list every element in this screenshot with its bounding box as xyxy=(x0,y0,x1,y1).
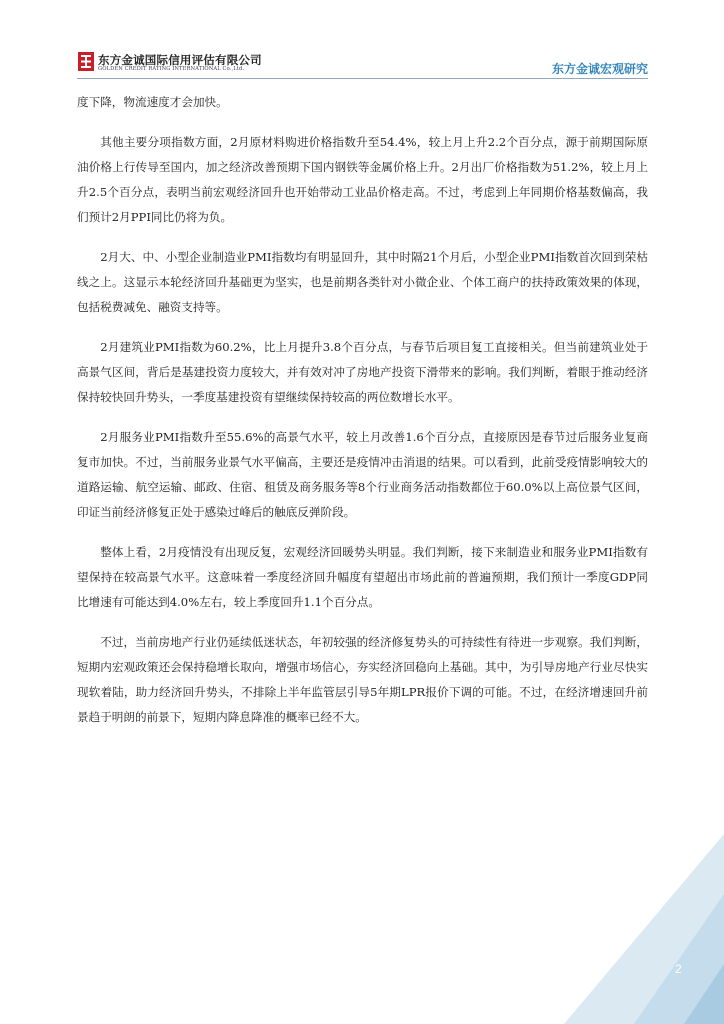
paragraph: 2月服务业PMI指数升至55.6%的高景气水平，较上月改善1.6个百分点，直接原因是春节过后服务业复商复市加快。不过，当前服务业景气水平偏高，主要还是疫情冲击消退的结果。可以看到，此前受疫情影响较大的道路运输、航空运输、邮政、住宿、租赁及商务服务等8个行业商务活动指数都位于60.0%以上高位景气区间，印证当前经济修复正处于感染过峰后的触底反弹阶段。 xyxy=(77,430,648,519)
paragraph: 不过，当前房地产行业仍延续低迷状态，年初较强的经济修复势头的可持续性有待进一步观察。我们判断，短期内宏观政策还会保持稳增长取向，增强市场信心，夯实经济回稳向上基础。其中，为引导房地产行业尽快实现软着陆，助力经济回升势头，不排除上半年监管层引导5年期LPR报价下调的可能。不过，在经济增速回升前景趋于明朗的前景下，短期内降息降准的概率已经不大。 xyxy=(77,635,648,724)
paragraph: 2月建筑业PMI指数为60.2%，比上月提升3.8个百分点，与春节后项目复工直接相关。但当前建筑业处于高景气区间，背后是基建投资力度较大，并有效对冲了房地产投资下滑带来的影响。我们判断，着眼于推动经济保持较快回升势头，一季度基建投资有望继续保持较高的两位数增长水平。 xyxy=(77,340,648,404)
corner-decoration xyxy=(524,834,724,1024)
paragraph: 度下降，物流速度才会加快。 xyxy=(77,95,228,109)
page-header xyxy=(0,0,724,80)
company-logo-icon xyxy=(78,52,94,71)
paragraph: 2月大、中、小型企业制造业PMI指数均有明显回升，其中时隔21个月后，小型企业PMI指数首次回到荣枯线之上。这显示本轮经济回升基础更为坚实，也是前期各类针对小微企业、个体工商户的扶持政策效果的体现，包括税费减免、融资支持等。 xyxy=(77,250,648,314)
company-name-en: GOLDEN CREDIT RATING INTERNATIONAL Co.,Ltd. xyxy=(98,66,245,72)
header-divider xyxy=(77,78,648,79)
paragraph: 其他主要分项指数方面，2月原材料购进价格指数升至54.4%，较上月上升2.2个百分点，源于前期国际原油价格上行传导至国内，加之经济改善预期下国内钢铁等金属价格上升。2月出厂价格指数为51.2%，较上月上升2.5个百分点，表明当前宏观经济回升也开始带动工业品价格走高。不过，考虑到上年同期价格基数偏高，我们预计2月PPI同比仍将为负。 xyxy=(77,135,648,224)
company-name-cn: 东方金诚国际信用评估有限公司 xyxy=(98,53,262,67)
page-number: 2 xyxy=(675,962,682,976)
document-body xyxy=(77,90,648,745)
paragraph: 整体上看，2月疫情没有出现反复，宏观经济回暖势头明显。我们判断，接下来制造业和服务业PMI指数有望保持在较高景气水平。这意味着一季度经济回升幅度有望超出市场此前的普遍预期，我们预计一季度GDP同比增速有可能达到4.0%左右，较上季度回升1.1个百分点。 xyxy=(77,545,648,609)
report-brand: 东方金诚宏观研究 xyxy=(551,62,648,76)
